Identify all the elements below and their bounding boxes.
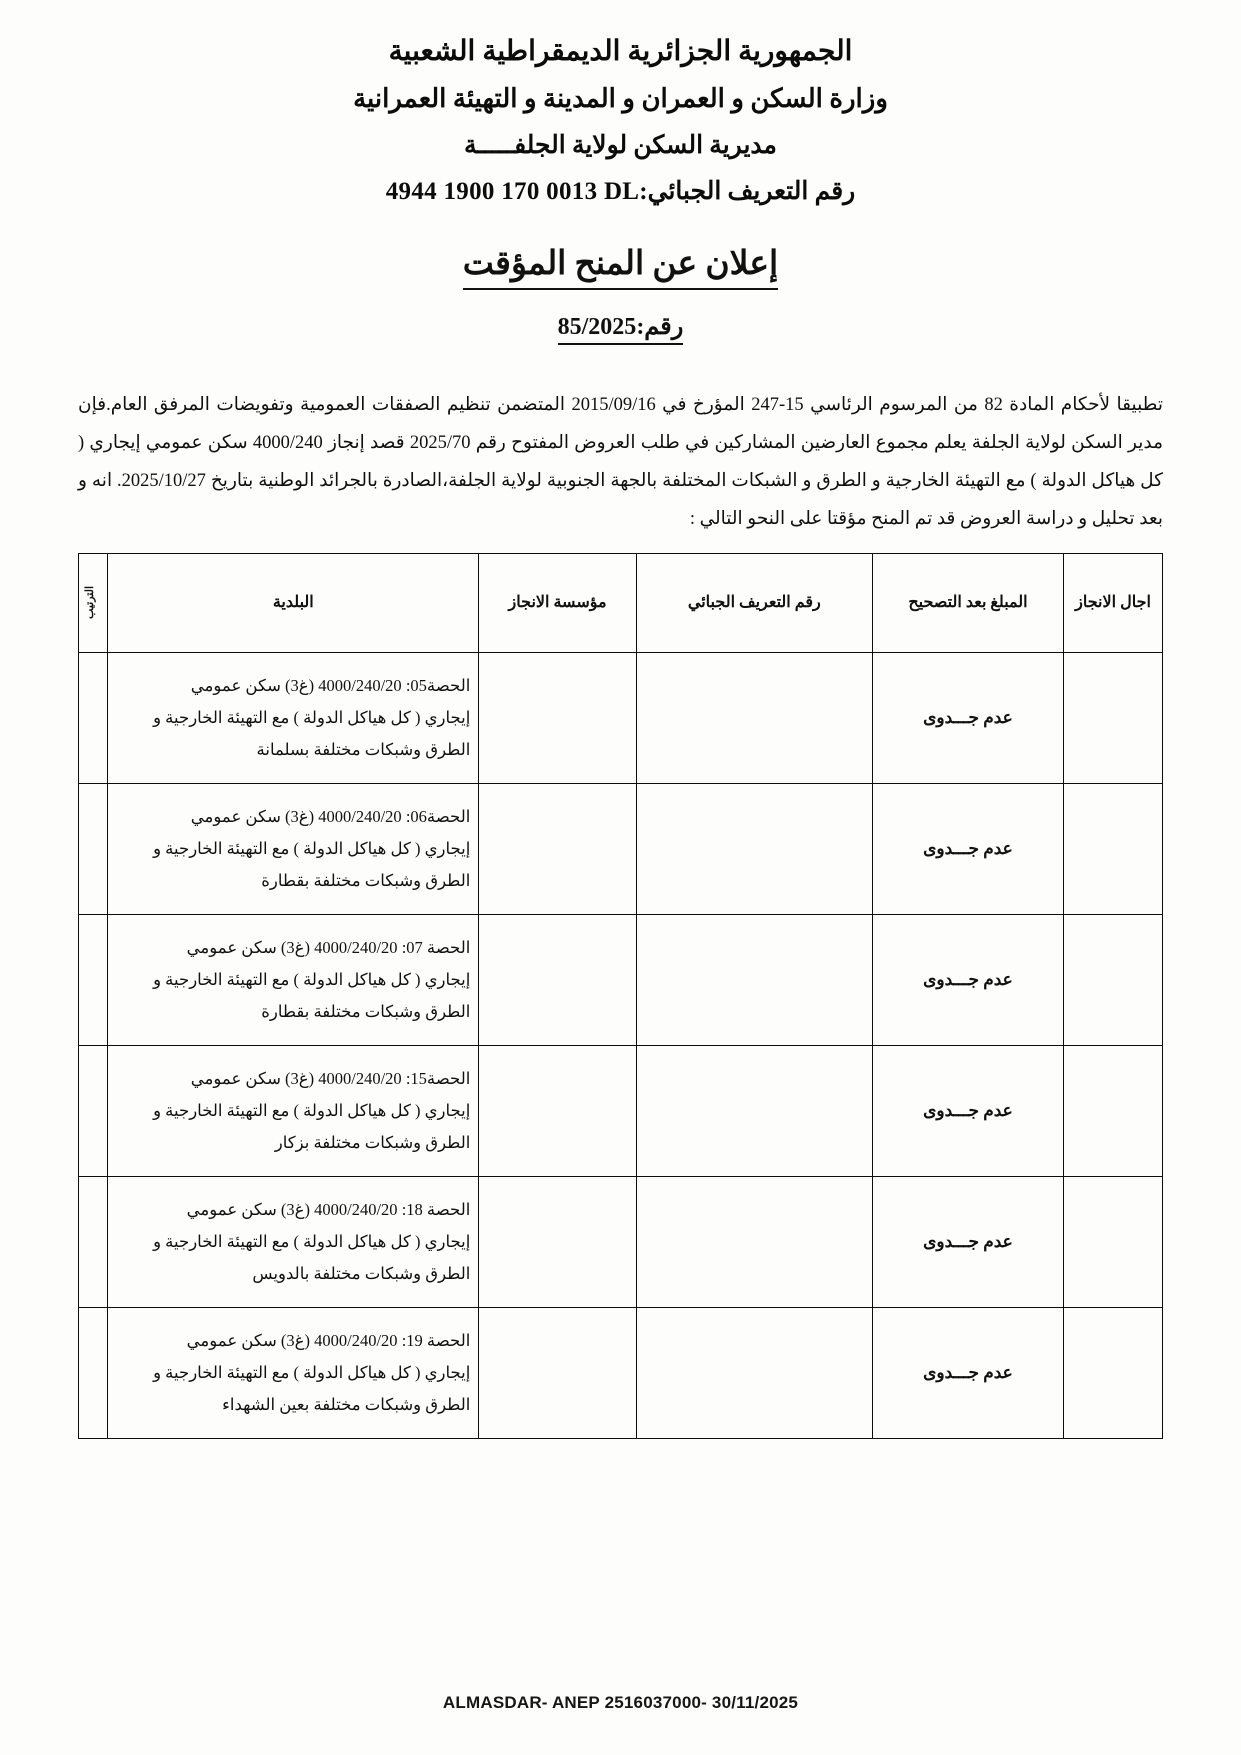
page-title: إعلان عن المنح المؤقت (463, 244, 778, 290)
cell-amount: عدم جـــدوى (872, 652, 1063, 783)
cell-municipality (108, 652, 479, 783)
award-table-wrapper (78, 553, 1163, 1439)
award-table (78, 553, 1163, 1439)
column-header-delay: اجال الانجاز (1064, 553, 1163, 652)
lot-description-line-2: إيجاري ( كل هياكل الدولة ) مع التهيئة الخارجية و (153, 1362, 471, 1382)
cell-tax-id (636, 1045, 872, 1176)
cell-municipality (108, 1307, 479, 1438)
cell-municipality (108, 1176, 479, 1307)
cell-index (79, 1045, 108, 1176)
lot-description-line-3: الطرق وشبكات مختلفة بقطارة (261, 1002, 471, 1022)
table-row (79, 783, 1163, 914)
cell-firm (479, 783, 636, 914)
cell-delay (1064, 914, 1163, 1045)
lot-description-line-1: الحصة 18: 4000/240/20 (غ3) سكن عمومي (186, 1199, 471, 1219)
document-title-area (0, 244, 1241, 290)
column-header-index (79, 553, 108, 652)
cell-tax-id (636, 1307, 872, 1438)
cell-delay (1064, 1176, 1163, 1307)
body-paragraph: تطبيقا لأحكام المادة 82 من المرسوم الرئاسي 15-247 المؤرخ في 2015/09/16 المتضمن تنظيم الصفقات العمومية وتفويضات المرفق العام.فإن مدير السكن لولاية الجلفة يعلم مجموع العارضين المشاركين في طلب العروض المفتوح رقم 2025/70 قصد إنجاز 4000/240 سكن عمومي إيجاري ( كل هياكل الدولة ) مع التهيئة الخارجية و الطرق و الشبكات المختلفة بالجهة الجنوبية لولاية الجلفة،الصادرة بالجرائد الوطنية بتاريخ 2025/10/27. انه و بعد تحليل و دراسة العروض قد تم المنح مؤقتا على النحو التالي : (78, 395, 1164, 530)
cell-tax-id (636, 1176, 872, 1307)
announcement-number: رقم:85/2025 (558, 312, 684, 345)
cell-tax-id (636, 783, 872, 914)
cell-index (79, 652, 108, 783)
tax-id-value: 4944 1900 170 0013 (385, 178, 598, 205)
cell-firm (479, 914, 636, 1045)
republic-heading: الجمهورية الجزائرية الديمقراطية الشعبية (388, 36, 853, 67)
lot-description-line-1: الحصة 19: 4000/240/20 (غ3) سكن عمومي (186, 1330, 471, 1350)
lot-description-line-1: الحصة 07: 4000/240/20 (غ3) سكن عمومي (186, 937, 471, 957)
document-footer: ALMASDAR- ANEP 2516037000- 30/11/2025 (442, 1693, 799, 1712)
cell-firm (479, 652, 636, 783)
cell-index (79, 783, 108, 914)
column-header-municipality: البلدية (108, 553, 479, 652)
lot-description-line-2: إيجاري ( كل هياكل الدولة ) مع التهيئة الخارجية و (153, 838, 471, 858)
directorate-heading: مديرية السكن لولاية الجلفـــــة (464, 132, 777, 159)
table-row (79, 1176, 1163, 1307)
lot-description-line-1: الحصة05: 4000/240/20 (غ3) سكن عمومي (190, 675, 471, 695)
lot-description-line-2: إيجاري ( كل هياكل الدولة ) مع التهيئة الخارجية و (153, 1100, 471, 1120)
cell-delay (1064, 1307, 1163, 1438)
cell-delay (1064, 1045, 1163, 1176)
cell-amount: عدم جـــدوى (872, 1176, 1063, 1307)
cell-municipality (108, 914, 479, 1045)
lot-description-line-3: الطرق وشبكات مختلفة بسلمانة (256, 740, 471, 760)
cell-tax-id (636, 914, 872, 1045)
table-row (79, 1045, 1163, 1176)
lot-description-line-3: الطرق وشبكات مختلفة بالدويس (252, 1264, 471, 1284)
cell-index (79, 1307, 108, 1438)
table-row (79, 652, 1163, 783)
lot-description-line-2: إيجاري ( كل هياكل الدولة ) مع التهيئة الخارجية و (153, 1231, 471, 1251)
table-row (79, 914, 1163, 1045)
lot-description-line-3: الطرق وشبكات مختلفة بزكار (274, 1133, 471, 1153)
ministry-heading: وزارة السكن و العمران و المدينة و التهيئة العمرانية (353, 84, 888, 113)
cell-delay (1064, 783, 1163, 914)
document-header (0, 0, 1241, 206)
cell-municipality (108, 1045, 479, 1176)
table-header-row (79, 553, 1163, 652)
lot-description-line-3: الطرق وشبكات مختلفة بعين الشهداء (222, 1395, 471, 1415)
tax-id-label: رقم التعريف الجبائي: (639, 178, 856, 205)
cell-index (79, 1176, 108, 1307)
column-header-amount: المبلغ بعد التصحيح (872, 553, 1063, 652)
lot-description-line-3: الطرق وشبكات مختلفة بقطارة (261, 871, 471, 891)
cell-firm (479, 1176, 636, 1307)
lot-description-line-2: إيجاري ( كل هياكل الدولة ) مع التهيئة الخارجية و (153, 707, 471, 727)
table-row (79, 1307, 1163, 1438)
column-header-firm: مؤسسة الانجاز (479, 553, 636, 652)
lot-description-line-1: الحصة15: 4000/240/20 (غ3) سكن عمومي (190, 1068, 471, 1088)
lot-description-line-2: إيجاري ( كل هياكل الدولة ) مع التهيئة الخارجية و (153, 969, 471, 989)
document-number-area (0, 312, 1241, 345)
cell-amount: عدم جـــدوى (872, 783, 1063, 914)
cell-municipality (108, 783, 479, 914)
cell-amount: عدم جـــدوى (872, 1307, 1063, 1438)
cell-firm (479, 1307, 636, 1438)
cell-index (79, 914, 108, 1045)
cell-firm (479, 1045, 636, 1176)
table-body (79, 652, 1163, 1438)
tax-identification-line (0, 176, 1241, 206)
cell-amount: عدم جـــدوى (872, 914, 1063, 1045)
cell-amount: عدم جـــدوى (872, 1045, 1063, 1176)
column-header-tax-id: رقم التعريف الجبائي (636, 553, 872, 652)
tax-id-prefix: DL (603, 178, 640, 205)
lot-description-line-1: الحصة06: 4000/240/20 (غ3) سكن عمومي (190, 806, 471, 826)
table-header (79, 553, 1163, 652)
cell-tax-id (636, 652, 872, 783)
cell-delay (1064, 652, 1163, 783)
column-header-index-label: الترتيب (84, 586, 97, 620)
announcement-body (78, 387, 1163, 539)
